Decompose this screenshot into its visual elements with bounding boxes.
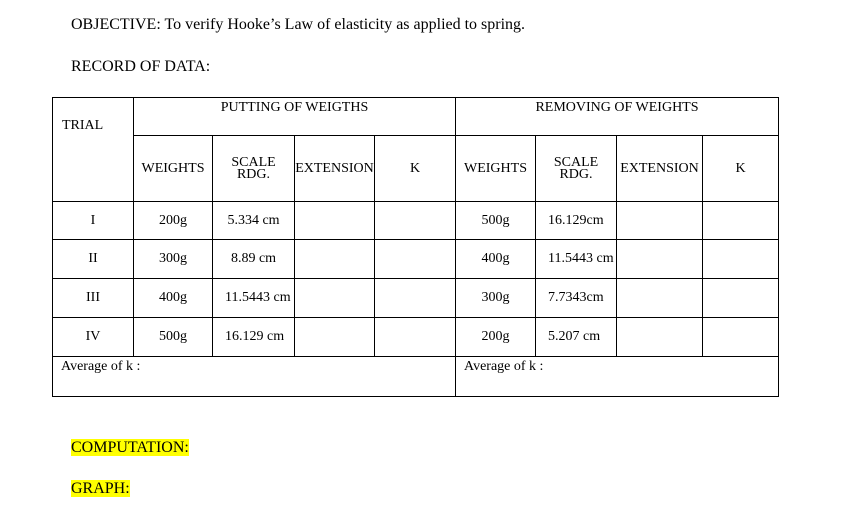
put-k-cell (375, 240, 456, 279)
average-k-removing: Average of k : (456, 357, 779, 397)
put-weight-cell: 500g (134, 318, 213, 357)
rem-weight-cell: 400g (456, 240, 536, 279)
put-extension-cell (295, 202, 375, 240)
rem-extension-cell (617, 318, 703, 357)
rem-weights-header: WEIGHTS (456, 136, 536, 202)
table-row (53, 240, 779, 279)
putting-header: PUTTING OF WEIGTHS (134, 98, 456, 136)
trial-cell: II (53, 240, 134, 279)
rem-extension-header: EXTENSION (617, 136, 703, 202)
put-weights-header: WEIGHTS (134, 136, 213, 202)
average-k-putting: Average of k : (53, 357, 456, 397)
rem-scale-cell: 11.5443 cm (536, 240, 617, 279)
rem-extension-cell (617, 202, 703, 240)
put-scale-cell: 11.5443 cm (213, 279, 295, 318)
rem-scale-cell: 5.207 cm (536, 318, 617, 357)
rem-k-cell (703, 279, 779, 318)
put-k-header: K (375, 136, 456, 202)
rem-weight-cell: 300g (456, 279, 536, 318)
trial-cell: III (53, 279, 134, 318)
table-row (53, 202, 779, 240)
data-table (52, 97, 779, 397)
rem-k-header: K (703, 136, 779, 202)
put-scale-cell: 5.334 cm (213, 202, 295, 240)
put-extension-header: EXTENSION (295, 136, 375, 202)
table-row (53, 318, 779, 357)
objective-text: OBJECTIVE: To verify Hooke’s Law of elasticity as applied to spring. (71, 16, 526, 33)
graph-label: GRAPH: (71, 480, 130, 497)
put-weight-cell: 200g (134, 202, 213, 240)
rem-weight-cell: 500g (456, 202, 536, 240)
rem-k-cell (703, 202, 779, 240)
put-scale-cell: 16.129 cm (213, 318, 295, 357)
trial-header: TRIAL (53, 98, 134, 202)
graph-heading (71, 480, 130, 498)
rem-scale-cell: 7.7343cm (536, 279, 617, 318)
rem-weight-cell: 200g (456, 318, 536, 357)
put-k-cell (375, 202, 456, 240)
record-heading: RECORD OF DATA: (71, 58, 211, 75)
rem-scale-header: SCALE RDG. (536, 136, 617, 202)
put-scale-header: SCALE RDG. (213, 136, 295, 202)
put-weight-cell: 300g (134, 240, 213, 279)
put-extension-cell (295, 279, 375, 318)
table-row (53, 279, 779, 318)
put-extension-cell (295, 240, 375, 279)
trial-cell: I (53, 202, 134, 240)
rem-extension-cell (617, 240, 703, 279)
put-weight-cell: 400g (134, 279, 213, 318)
computation-heading (71, 439, 189, 457)
put-extension-cell (295, 318, 375, 357)
trial-cell: IV (53, 318, 134, 357)
rem-extension-cell (617, 279, 703, 318)
put-k-cell (375, 279, 456, 318)
computation-label: COMPUTATION: (71, 439, 189, 456)
put-scale-cell: 8.89 cm (213, 240, 295, 279)
rem-k-cell (703, 318, 779, 357)
rem-scale-cell: 16.129cm (536, 202, 617, 240)
rem-k-cell (703, 240, 779, 279)
put-k-cell (375, 318, 456, 357)
removing-header: REMOVING OF WEIGHTS (456, 98, 779, 136)
